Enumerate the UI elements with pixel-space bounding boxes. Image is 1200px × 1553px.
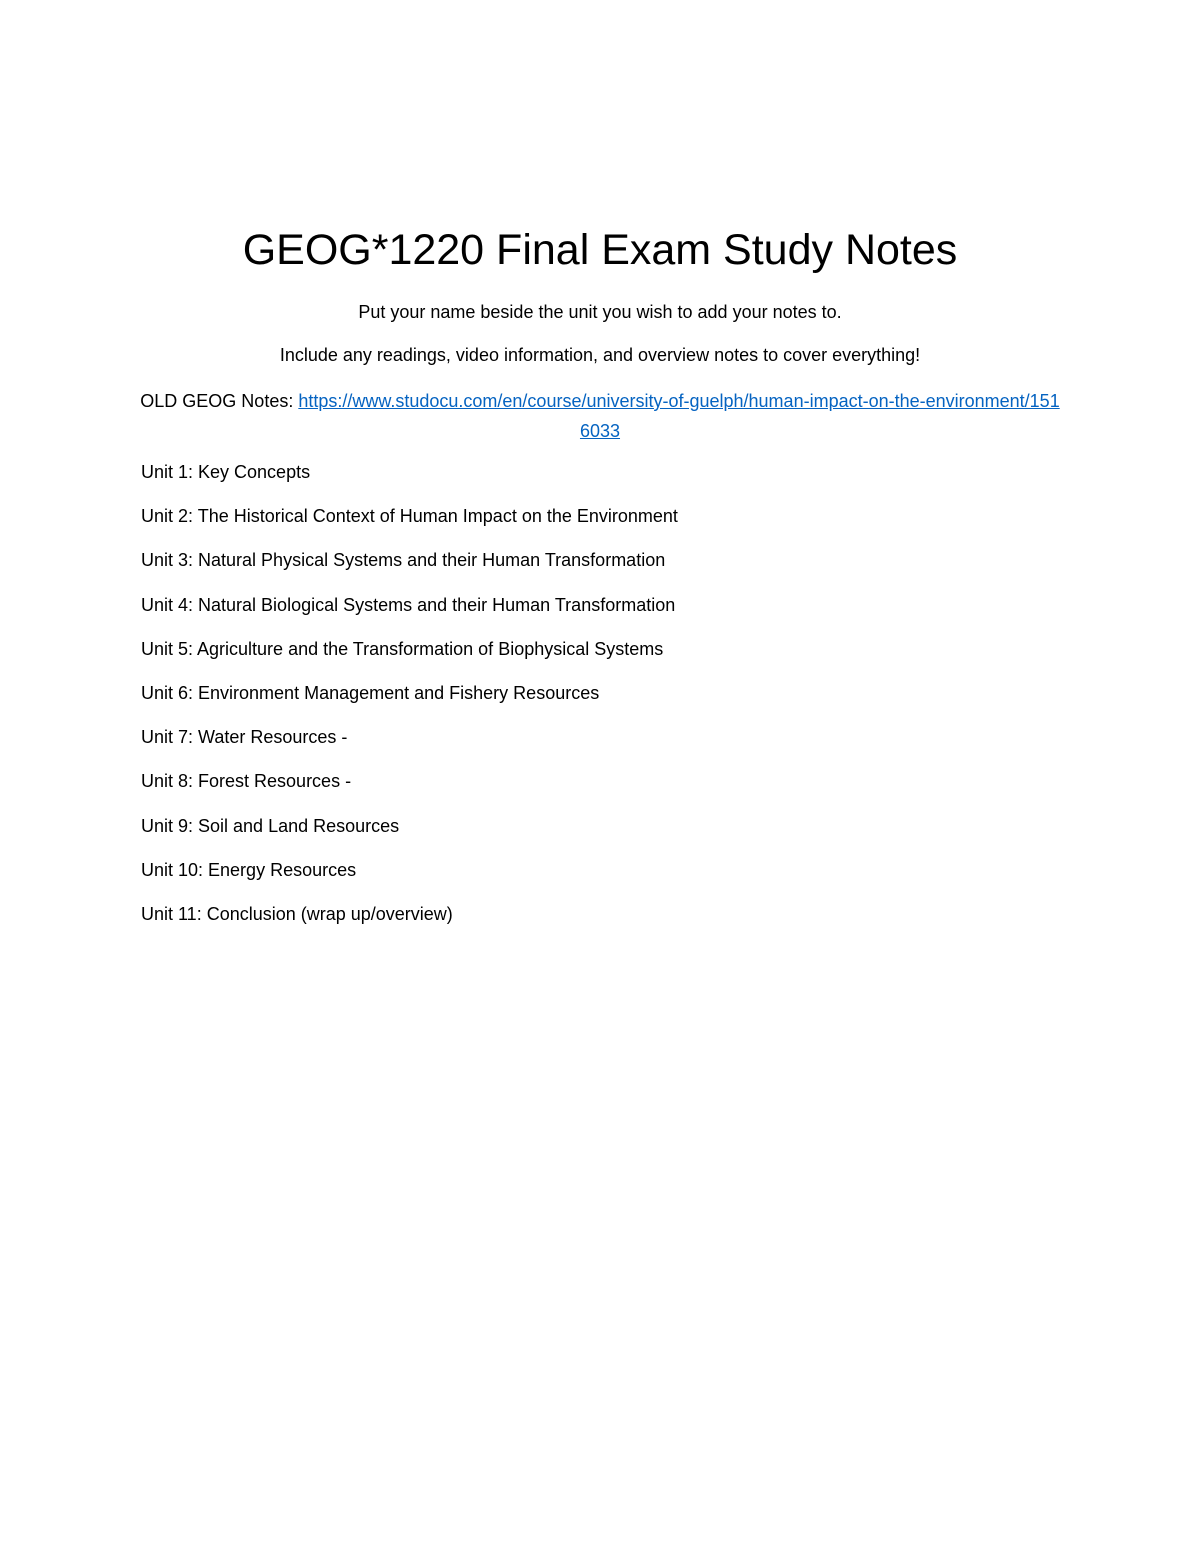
unit-item: Unit 9: Soil and Land Resources <box>141 815 400 836</box>
unit-item: Unit 4: Natural Biological Systems and their Human Transformation <box>141 594 676 615</box>
unit-item: Unit 1: Key Concepts <box>141 462 311 482</box>
old-notes-label: OLD GEOG Notes: <box>140 391 299 411</box>
document-title: GEOG*1220 Final Exam Study Notes <box>242 226 958 274</box>
old-notes-link[interactable]: https://www.studocu.com/en/course/university-of-guelph/human-impact-on-the-environment/1516033 <box>298 391 1060 441</box>
old-notes-line <box>140 386 1060 446</box>
instruction-add-name: Put your name beside the unit you wish to add your notes to. <box>358 302 842 322</box>
unit-item: Unit 7: Water Resources - <box>141 727 348 748</box>
unit-item: Unit 6: Environment Management and Fishery Resources <box>141 682 600 703</box>
unit-item: Unit 8: Forest Resources - <box>141 771 352 792</box>
unit-item: Unit 5: Agriculture and the Transformation of Biophysical Systems <box>141 638 664 659</box>
unit-item: Unit 10: Energy Resources <box>141 859 357 880</box>
unit-list <box>141 459 1061 945</box>
unit-item: Unit 3: Natural Physical Systems and their Human Transformation <box>141 550 666 571</box>
unit-item: Unit 11: Conclusion (wrap up/overview) <box>141 903 453 924</box>
unit-item: Unit 2: The Historical Context of Human Impact on the Environment <box>141 506 678 527</box>
instruction-include-readings: Include any readings, video information, and overview notes to cover everything! <box>279 345 921 365</box>
